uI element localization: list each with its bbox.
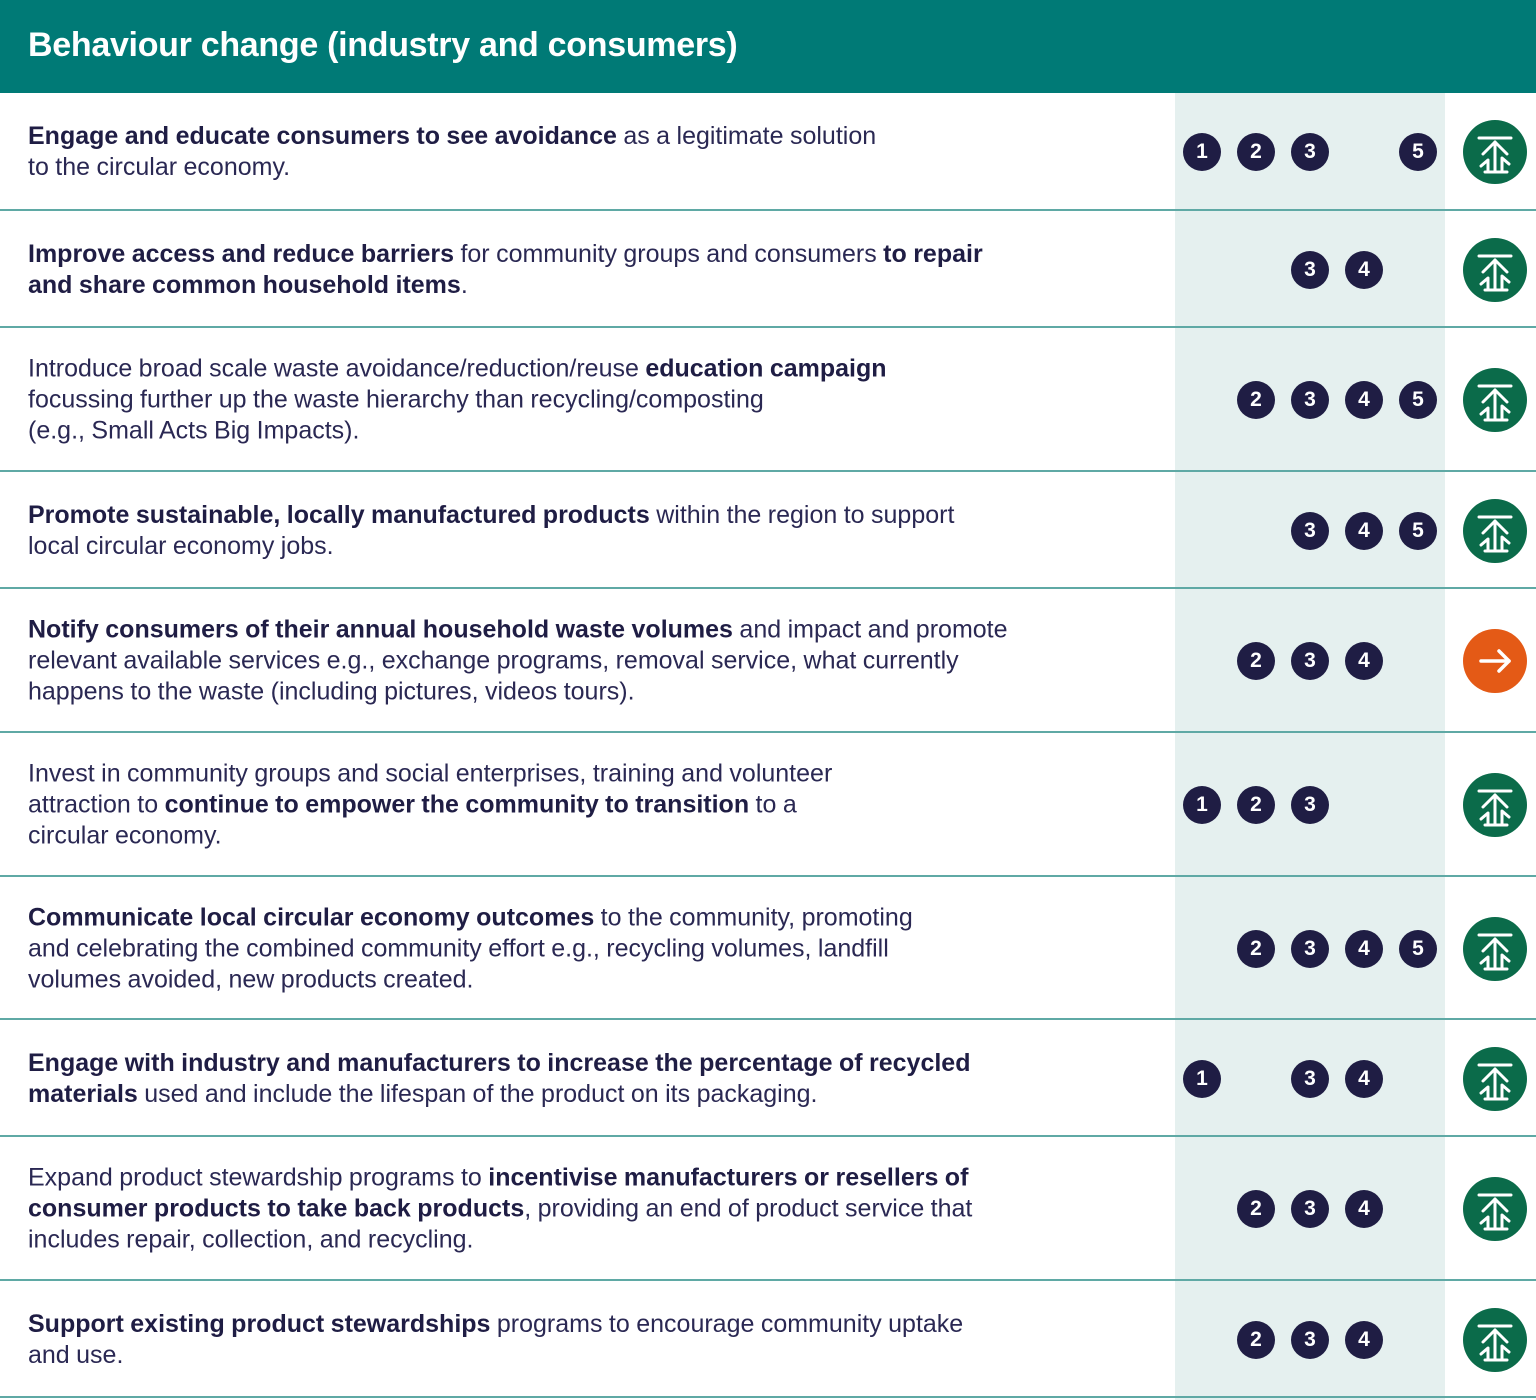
objective-badges <box>1183 642 1438 680</box>
objective-badge: 2 <box>1237 133 1275 171</box>
objective-badge: 2 <box>1237 1190 1275 1228</box>
tree-icon <box>1463 120 1527 184</box>
objective-badge: 4 <box>1345 1060 1383 1098</box>
objective-badges <box>1183 930 1438 968</box>
objective-badges <box>1183 1321 1438 1359</box>
section-title: Behaviour change (industry and consumers) <box>28 26 738 64</box>
body-text: circular economy. <box>28 821 222 850</box>
body-text: relevant available services e.g., exchange programs, removal service, what currently <box>28 646 959 675</box>
body-text: programs to encourage community uptake <box>490 1309 964 1338</box>
objective-badge: 4 <box>1345 512 1383 550</box>
table-row <box>0 1020 1536 1137</box>
objective-badge: 2 <box>1237 1321 1275 1359</box>
body-text: local circular economy jobs. <box>28 531 334 560</box>
tree-icon <box>1463 499 1527 563</box>
objective-badges <box>1183 251 1438 289</box>
objective-badge: 2 <box>1237 381 1275 419</box>
row-description <box>28 239 1138 301</box>
body-text: and use. <box>28 1340 124 1369</box>
table-header <box>0 0 1536 93</box>
emphasis-text: incentivise manufacturers or resellers of <box>488 1163 969 1192</box>
objective-badge: 3 <box>1291 251 1329 289</box>
row-description <box>28 902 1138 995</box>
tree-icon <box>1463 238 1527 302</box>
objective-badge: 1 <box>1183 133 1221 171</box>
objective-badge: 5 <box>1399 133 1437 171</box>
objective-badge: 1 <box>1183 786 1221 824</box>
body-text: to a <box>749 790 797 819</box>
objective-badges <box>1183 1060 1438 1098</box>
objective-badge: 3 <box>1291 133 1329 171</box>
objective-badges <box>1183 381 1438 419</box>
emphasis-text: Support existing product stewardships <box>28 1309 491 1338</box>
tree-icon <box>1463 917 1527 981</box>
row-description <box>28 1163 1138 1256</box>
tree-icon <box>1463 1047 1527 1111</box>
objective-badge: 3 <box>1291 1060 1329 1098</box>
table-row <box>0 589 1536 733</box>
objective-badge: 4 <box>1345 1190 1383 1228</box>
body-text: . <box>460 270 468 299</box>
table-row <box>0 733 1536 877</box>
objective-badge: 5 <box>1399 930 1437 968</box>
body-text: as a legitimate solution <box>616 122 877 150</box>
body-text: for community groups and consumers <box>454 239 884 268</box>
objective-badge: 4 <box>1345 930 1383 968</box>
row-description <box>28 121 1138 183</box>
table-row <box>0 472 1536 589</box>
arrow-right-icon <box>1463 629 1527 693</box>
objective-badge: 5 <box>1399 381 1437 419</box>
body-text: Invest in community groups and social enterprises, training and volunteer <box>28 759 833 788</box>
table-row <box>0 877 1536 1020</box>
objective-badges <box>1183 1190 1438 1228</box>
objective-badges <box>1183 133 1438 171</box>
body-text: and impact and promote <box>732 615 1008 644</box>
emphasis-text: Communicate local circular economy outcomes <box>28 903 595 931</box>
objective-badge: 2 <box>1237 786 1275 824</box>
row-description <box>28 615 1138 708</box>
body-text: attraction to <box>28 790 165 819</box>
emphasis-text: Promote sustainable, locally manufactured products <box>28 500 650 529</box>
tree-icon <box>1463 1177 1527 1241</box>
objective-badge: 4 <box>1345 1321 1383 1359</box>
table-row <box>0 211 1536 328</box>
objective-badge: 5 <box>1399 512 1437 550</box>
body-text: to the community, promoting <box>594 903 913 931</box>
objective-badges <box>1183 512 1438 550</box>
emphasis-text: Notify consumers of their annual household waste volumes <box>28 615 733 644</box>
objective-badge: 3 <box>1291 381 1329 419</box>
body-text: focussing further up the waste hierarchy than recycling/composting <box>28 385 764 414</box>
body-text: within the region to support <box>649 500 955 529</box>
tree-icon <box>1463 368 1527 432</box>
objective-badge: 3 <box>1291 930 1329 968</box>
objective-badge: 3 <box>1291 1321 1329 1359</box>
row-description <box>28 500 1138 562</box>
body-text: volumes avoided, new products created. <box>28 965 474 993</box>
emphasis-text: and share common household items <box>28 270 461 299</box>
objective-badge: 4 <box>1345 642 1383 680</box>
emphasis-text: to repair <box>883 239 983 268</box>
row-description <box>28 1048 1138 1110</box>
objective-badge: 4 <box>1345 381 1383 419</box>
body-text: , providing an end of product service that <box>524 1194 973 1223</box>
objective-badge: 3 <box>1291 642 1329 680</box>
table-row <box>0 93 1536 211</box>
objective-badges <box>1183 786 1438 824</box>
objective-badge: 1 <box>1183 1060 1221 1098</box>
row-description <box>28 1309 1138 1371</box>
emphasis-text: consumer products to take back products <box>28 1194 525 1223</box>
row-divider <box>0 1396 1536 1398</box>
objective-badge: 4 <box>1345 251 1383 289</box>
body-text: Expand product stewardship programs to <box>28 1163 489 1192</box>
body-text: to the circular economy. <box>28 153 291 181</box>
body-text: (e.g., Small Acts Big Impacts). <box>28 416 360 445</box>
emphasis-text: Engage and educate consumers to see avoidance <box>28 122 617 150</box>
table-row <box>0 1137 1536 1281</box>
tree-icon <box>1463 1308 1527 1372</box>
body-text: happens to the waste (including pictures, videos tours). <box>28 677 635 706</box>
objective-badge: 3 <box>1291 1190 1329 1228</box>
row-description <box>28 354 1138 447</box>
emphasis-text: continue to empower the community to transition <box>164 790 750 819</box>
table-row <box>0 328 1536 472</box>
emphasis-text: Improve access and reduce barriers <box>28 239 455 268</box>
objective-badge: 3 <box>1291 786 1329 824</box>
tree-icon <box>1463 773 1527 837</box>
emphasis-text: Engage with industry and manufacturers to increase the percentage of recycled <box>28 1048 971 1077</box>
body-text: and celebrating the combined community effort e.g., recycling volumes, landfill <box>28 934 889 962</box>
emphasis-text: education campaign <box>645 354 887 383</box>
body-text: Introduce broad scale waste avoidance/reduction/reuse <box>28 354 646 383</box>
objective-badge: 2 <box>1237 642 1275 680</box>
body-text: used and include the lifespan of the product on its packaging. <box>137 1079 818 1108</box>
emphasis-text: materials <box>28 1079 138 1108</box>
table-row <box>0 1281 1536 1398</box>
row-description <box>28 759 1138 852</box>
body-text: includes repair, collection, and recycling. <box>28 1225 474 1254</box>
objective-badge: 3 <box>1291 512 1329 550</box>
objective-badge: 2 <box>1237 930 1275 968</box>
